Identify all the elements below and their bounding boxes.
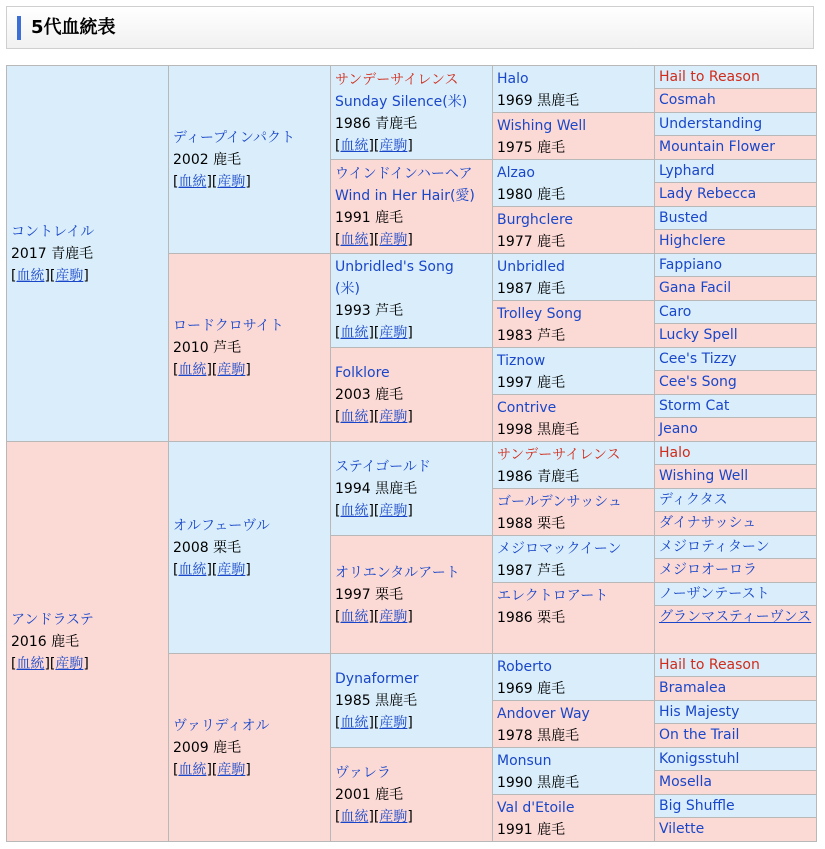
horse-name-link[interactable]: ノーザンテースト — [659, 586, 770, 602]
horse-birth-color: 1969 黒鹿毛 — [497, 93, 580, 109]
horse-name-link[interactable]: サンデーサイレンス — [335, 71, 459, 88]
horse-name-link[interactable]: Gana Facil — [659, 280, 732, 296]
pedigree-cell-g5 — [654, 65, 817, 89]
pedigree-cell-g5 — [654, 817, 817, 842]
horse-birth-color: 2017 青鹿毛 — [11, 245, 94, 262]
progeny-link[interactable]: 産駒 — [55, 655, 84, 672]
pedigree-cell-g5 — [654, 370, 817, 395]
pedigree-links: [血統][産駒] — [335, 325, 413, 341]
pedigree-cell-g5 — [654, 441, 817, 465]
horse-name-link[interactable]: ステイゴールド — [335, 458, 431, 475]
pedigree-cell-g5 — [654, 770, 817, 795]
pedigree-cell-g3 — [330, 253, 493, 348]
horse-name-link[interactable]: Highclere — [659, 233, 726, 249]
horse-birth-color: 1994 黒鹿毛 — [335, 480, 418, 497]
pedigree-cell-g5 — [654, 700, 817, 724]
pedigree-links: [血統][産駒] — [11, 267, 89, 284]
horse-birth-color: 1969 鹿毛 — [497, 681, 566, 697]
horse-birth-color: 1978 黒鹿毛 — [497, 728, 580, 744]
horse-name-link[interactable]: Burghclere — [497, 212, 574, 228]
horse-birth-color: 1985 黒鹿毛 — [335, 692, 418, 709]
progeny-link[interactable]: 産駒 — [379, 231, 408, 248]
pedigree-links: [血統][産駒] — [335, 808, 413, 825]
horse-birth-color: 1980 鹿毛 — [497, 187, 566, 203]
pedigree-cell-g4 — [492, 300, 655, 348]
pedigree-cell-g5 — [654, 347, 817, 371]
horse-name-link[interactable]: Unbridled — [497, 259, 565, 275]
horse-name-link[interactable]: Alzao — [497, 165, 535, 181]
pedigree-cell-g4 — [492, 747, 655, 795]
section-header — [6, 6, 814, 49]
horse-name-link[interactable]: Vilette — [659, 821, 705, 837]
progeny-link[interactable]: 産駒 — [379, 502, 408, 519]
pedigree-links: [血統][産駒] — [335, 137, 413, 154]
pedigree-cell-g1 — [6, 65, 169, 442]
horse-birth-color: 1991 鹿毛 — [497, 822, 566, 838]
horse-name-link[interactable]: メジロオーロラ — [659, 562, 757, 578]
pedigree-cell-g5 — [654, 464, 817, 489]
progeny-link[interactable]: 産駒 — [217, 761, 246, 778]
horse-name-link[interactable]: Storm Cat — [659, 398, 730, 414]
progeny-link[interactable]: 産駒 — [55, 267, 84, 284]
horse-name-link[interactable]: グランマスティーヴンス — [659, 609, 812, 625]
horse-name-link[interactable]: Dynaformer — [335, 670, 419, 687]
horse-name-link[interactable]: Lady Rebecca — [659, 186, 757, 202]
pedigree-cell-g5 — [654, 135, 817, 160]
horse-name-link[interactable]: エレクトロアート — [497, 588, 609, 604]
pedigree-cell-g5 — [654, 112, 817, 136]
horse-birth-color: 1983 芦毛 — [497, 328, 566, 344]
horse-name-link[interactable]: Trolley Song — [497, 306, 582, 322]
pedigree-link[interactable]: 血統 — [340, 325, 369, 341]
pedigree-cell-g5 — [654, 558, 817, 583]
horse-birth-color: 1987 鹿毛 — [497, 281, 566, 297]
pedigree-link[interactable]: 血統 — [178, 173, 207, 190]
horse-name-link[interactable]: ヴァリディオル — [173, 717, 270, 734]
horse-name-link[interactable]: Fappiano — [659, 257, 723, 273]
pedigree-cell-g5 — [654, 229, 817, 254]
horse-name-link[interactable]: ディープインパクト — [173, 129, 295, 146]
pedigree-cell-g4 — [492, 700, 655, 748]
pedigree-link[interactable]: 血統 — [178, 561, 207, 578]
horse-name-link[interactable]: Jeano — [659, 421, 698, 437]
pedigree-cell-g4 — [492, 347, 655, 395]
pedigree-links: [血統][産駒] — [335, 502, 413, 519]
pedigree-cell-g4 — [492, 441, 655, 489]
pedigree-links: [血統][産駒] — [335, 608, 413, 625]
pedigree-links: [血統][産駒] — [173, 761, 251, 778]
horse-name-link[interactable]: コントレイル — [11, 223, 95, 240]
horse-name-link[interactable]: Mosella — [659, 774, 712, 790]
horse-name-link[interactable]: On the Trail — [659, 727, 740, 743]
progeny-link[interactable]: 産駒 — [217, 173, 246, 190]
horse-name-link[interactable]: Halo — [497, 71, 529, 87]
pedigree-link[interactable]: 血統 — [16, 267, 45, 284]
pedigree-cell-g5 — [654, 488, 817, 512]
horse-name-link[interactable]: Konigsstuhl — [659, 751, 740, 767]
horse-name-link[interactable]: Hail to Reason — [659, 69, 760, 85]
horse-name-link-alt[interactable]: Wind in Her Hair(愛) — [335, 187, 475, 204]
horse-name-link[interactable]: オリエンタルアート — [335, 564, 460, 581]
horse-birth-color: 1977 鹿毛 — [497, 234, 566, 250]
pedigree-cell-g4 — [492, 535, 655, 583]
horse-birth-color: 1990 黒鹿毛 — [497, 775, 580, 791]
progeny-link[interactable]: 産駒 — [379, 808, 408, 825]
progeny-link[interactable]: 産駒 — [379, 137, 408, 154]
horse-name-link[interactable]: Wishing Well — [497, 118, 587, 134]
horse-name-link[interactable]: Understanding — [659, 116, 763, 132]
pedigree-cell-g4 — [492, 206, 655, 254]
pedigree-cell-g5 — [654, 582, 817, 606]
pedigree-links: [血統][産駒] — [335, 408, 413, 425]
pedigree-cell-g4 — [492, 253, 655, 301]
pedigree-cell-g3 — [330, 65, 493, 160]
horse-birth-color: 1986 青鹿毛 — [497, 469, 580, 485]
horse-name-link[interactable]: オルフェーヴル — [173, 517, 270, 534]
horse-birth-color: 1986 栗毛 — [497, 610, 566, 626]
pedigree-cell-g4 — [492, 794, 655, 842]
horse-birth-color: 2003 鹿毛 — [335, 386, 404, 403]
pedigree-cell-g4 — [492, 159, 655, 207]
horse-name-link[interactable]: ゴールデンサッシュ — [497, 494, 622, 510]
horse-name-link[interactable]: Wishing Well — [659, 468, 749, 484]
horse-birth-color: 2009 鹿毛 — [173, 739, 242, 756]
pedigree-cell-g5 — [654, 605, 817, 654]
pedigree-cell-g5 — [654, 206, 817, 230]
horse-name-link[interactable]: Big Shuffle — [659, 798, 735, 814]
horse-name-link[interactable]: Busted — [659, 210, 708, 226]
pedigree-cell-g5 — [654, 253, 817, 277]
pedigree-cell-g5 — [654, 676, 817, 701]
header-accent-bar — [17, 16, 21, 40]
pedigree-link[interactable]: 血統 — [340, 137, 369, 154]
horse-name-link[interactable]: Tiznow — [497, 353, 546, 369]
horse-name-link[interactable]: Cee's Tizzy — [659, 351, 737, 367]
pedigree-link[interactable]: 血統 — [340, 502, 369, 519]
pedigree-cell-g2 — [168, 253, 331, 442]
progeny-link[interactable]: 産駒 — [379, 714, 408, 731]
pedigree-links: [血統][産駒] — [173, 561, 251, 578]
pedigree-cell-g5 — [654, 653, 817, 677]
pedigree-link[interactable]: 血統 — [340, 714, 369, 731]
pedigree-links: [血統][産駒] — [335, 714, 413, 731]
horse-birth-color: 2016 鹿毛 — [11, 633, 80, 650]
horse-birth-color: 1988 栗毛 — [497, 516, 566, 532]
progeny-link[interactable]: 産駒 — [379, 325, 408, 341]
pedigree-link[interactable]: 血統 — [340, 808, 369, 825]
horse-birth-color: 2010 芦毛 — [173, 339, 242, 356]
pedigree-link[interactable]: 血統 — [16, 655, 45, 672]
horse-birth-color: 2002 鹿毛 — [173, 151, 242, 168]
pedigree-cell-g2 — [168, 441, 331, 654]
pedigree-cell-g5 — [654, 88, 817, 113]
pedigree-link[interactable]: 血統 — [340, 608, 369, 625]
horse-name-link-alt[interactable]: (米) — [335, 281, 360, 297]
pedigree-cell-g2 — [168, 653, 331, 842]
pedigree-links: [血統][産駒] — [173, 173, 251, 190]
pedigree-cell-g5 — [654, 159, 817, 183]
pedigree-cell-g5 — [654, 417, 817, 442]
pedigree-links: [血統][産駒] — [335, 231, 413, 248]
horse-name-link[interactable]: Andover Way — [497, 706, 590, 722]
pedigree-link[interactable]: 血統 — [178, 361, 207, 378]
horse-birth-color: 1997 栗毛 — [335, 586, 404, 603]
horse-name-link[interactable]: Caro — [659, 304, 692, 320]
horse-birth-color: 1997 鹿毛 — [497, 375, 566, 391]
pedigree-cell-g4 — [492, 65, 655, 113]
pedigree-cell-g4 — [492, 488, 655, 536]
horse-name-link[interactable]: メジロティターン — [659, 539, 770, 555]
horse-birth-color: 1986 青鹿毛 — [335, 115, 418, 132]
pedigree-cell-g2 — [168, 65, 331, 254]
pedigree-cell-g4 — [492, 582, 655, 654]
horse-birth-color: 1998 黒鹿毛 — [497, 422, 580, 438]
pedigree-cell-g4 — [492, 653, 655, 701]
progeny-link[interactable]: 産駒 — [379, 608, 408, 625]
horse-name-link[interactable]: Val d'Etoile — [497, 800, 575, 816]
pedigree-links: [血統][産駒] — [173, 361, 251, 378]
horse-name-link[interactable]: Cosmah — [659, 92, 716, 108]
pedigree-cell-g5 — [654, 511, 817, 536]
horse-name-link[interactable]: Cee's Song — [659, 374, 737, 390]
horse-name-link[interactable]: Mountain Flower — [659, 139, 775, 155]
progeny-link[interactable]: 産駒 — [379, 408, 408, 425]
pedigree-cell-g1 — [6, 441, 169, 842]
pedigree-cell-g3 — [330, 159, 493, 254]
horse-name-link[interactable]: ダイナサッシュ — [659, 515, 757, 531]
pedigree-table — [6, 65, 816, 843]
horse-name-link[interactable]: サンデーサイレンス — [497, 447, 621, 463]
progeny-link[interactable]: 産駒 — [217, 561, 246, 578]
pedigree-cell-g3 — [330, 747, 493, 842]
pedigree-cell-g5 — [654, 794, 817, 818]
horse-name-link[interactable]: Monsun — [497, 753, 552, 769]
horse-name-link[interactable]: Hail to Reason — [659, 657, 760, 673]
pedigree-cell-g4 — [492, 112, 655, 160]
horse-birth-color: 1987 芦毛 — [497, 563, 566, 579]
pedigree-cell-g3 — [330, 535, 493, 654]
horse-name-link[interactable]: アンドラステ — [11, 611, 94, 628]
pedigree-cell-g3 — [330, 653, 493, 748]
horse-name-link[interactable]: ウインドインハーヘア — [335, 165, 473, 182]
horse-name-link-alt[interactable]: Sunday Silence(米) — [335, 93, 468, 110]
pedigree-cell-g5 — [654, 276, 817, 301]
horse-birth-color: 1993 芦毛 — [335, 303, 404, 319]
horse-name-link[interactable]: メジロマックイーン — [497, 541, 622, 557]
page-title: 5代血統表 — [31, 17, 116, 38]
horse-name-link[interactable]: Halo — [659, 445, 691, 461]
horse-name-link[interactable]: Unbridled's Song — [335, 259, 454, 275]
horse-name-link[interactable]: Roberto — [497, 659, 552, 675]
horse-name-link[interactable]: Bramalea — [659, 680, 727, 696]
pedigree-links: [血統][産駒] — [11, 655, 89, 672]
pedigree-cell-g5 — [654, 535, 817, 559]
horse-birth-color: 2001 鹿毛 — [335, 786, 404, 803]
pedigree-cell-g5 — [654, 723, 817, 748]
pedigree-cell-g5 — [654, 182, 817, 207]
horse-name-link[interactable]: Contrive — [497, 400, 557, 416]
pedigree-link[interactable]: 血統 — [340, 408, 369, 425]
pedigree-cell-g3 — [330, 441, 493, 536]
horse-name-link[interactable]: ロードクロサイト — [173, 317, 284, 334]
horse-name-link[interactable]: Lyphard — [659, 163, 715, 179]
pedigree-cell-g3 — [330, 347, 493, 442]
pedigree-cell-g5 — [654, 394, 817, 418]
pedigree-cell-g5 — [654, 300, 817, 324]
horse-birth-color: 1975 鹿毛 — [497, 140, 566, 156]
pedigree-cell-g5 — [654, 323, 817, 348]
pedigree-link[interactable]: 血統 — [178, 761, 207, 778]
pedigree-cell-g4 — [492, 394, 655, 442]
horse-name-link[interactable]: ディクタス — [659, 492, 728, 508]
progeny-link[interactable]: 産駒 — [217, 361, 246, 378]
horse-name-link[interactable]: ヴァレラ — [335, 764, 391, 781]
horse-birth-color: 2008 栗毛 — [173, 539, 242, 556]
horse-birth-color: 1991 鹿毛 — [335, 209, 404, 226]
pedigree-link[interactable]: 血統 — [340, 231, 369, 248]
horse-name-link[interactable]: Lucky Spell — [659, 327, 738, 343]
horse-name-link[interactable]: His Majesty — [659, 704, 740, 720]
pedigree-cell-g5 — [654, 747, 817, 771]
horse-name-link[interactable]: Folklore — [335, 364, 390, 381]
